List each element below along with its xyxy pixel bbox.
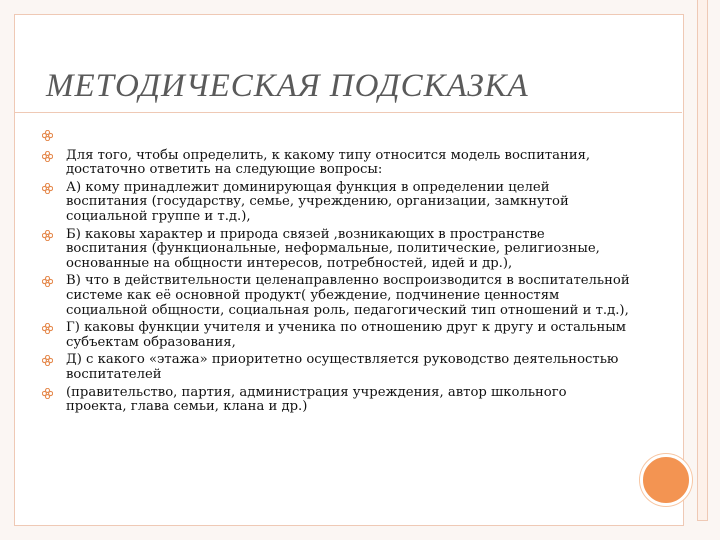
flower-bullet-icon: [42, 130, 53, 141]
title-divider: [14, 112, 682, 113]
flower-bullet-icon: [42, 323, 53, 334]
bullet-text: Г) каковы функции учителя и ученика по отношению друг к другу и остальным субъектам образования,: [66, 320, 627, 350]
bullet-item: [42, 181, 630, 225]
flower-bullet-icon: [42, 355, 53, 366]
bullet-item: [42, 321, 630, 350]
bullet-list: [42, 128, 630, 418]
bullet-item: [42, 128, 630, 143]
bullet-text: Б) каковы характер и природа связей ,возникающих в пространстве воспитания (функциональные, неформальные, политические, религиозные, основанные на общности интересов, потребностей, идей и др.),: [66, 226, 600, 271]
bullet-item: [42, 353, 630, 382]
bullet-text: А) кому принадлежит доминирующая функция в определении целей воспитания (государству, семье, учреждению, организации, замкнутой социальной группе и т.д.),: [66, 179, 569, 224]
bullet-item: [42, 274, 630, 318]
flower-bullet-icon: [42, 276, 53, 287]
flower-bullet-icon: [42, 183, 53, 194]
bullet-text: Для того, чтобы определить, к какому типу относится модель воспитания, достаточно ответить на следующие вопросы:: [66, 147, 591, 178]
flower-bullet-icon: [42, 230, 53, 241]
orange-circle-decoration: [640, 454, 692, 506]
bullet-item: [42, 228, 630, 272]
bullet-text: (правительство, партия, администрация учреждения, автор школьного проекта, глава семьи, клана и др.): [66, 384, 567, 415]
flower-bullet-icon: [42, 151, 53, 162]
bullet-item: [42, 386, 630, 415]
flower-bullet-icon: [42, 388, 53, 399]
decorative-frame-strip: [697, 0, 708, 521]
bullet-text: В) что в действительности целенаправленно воспроизводится в воспитательной системе как её основной продукт( убеждение, подчинение ценностям социальной общности, социальная роль, педагогический тип отношений и т.д.),: [66, 273, 630, 318]
bullet-text: Д) с какого «этажа» приоритетно осуществляется руководство деятельностью воспитателей: [66, 352, 619, 382]
slide-title: МЕТОДИЧЕСКАЯ ПОДСКАЗКА: [46, 68, 529, 104]
bullet-item: [42, 149, 630, 178]
